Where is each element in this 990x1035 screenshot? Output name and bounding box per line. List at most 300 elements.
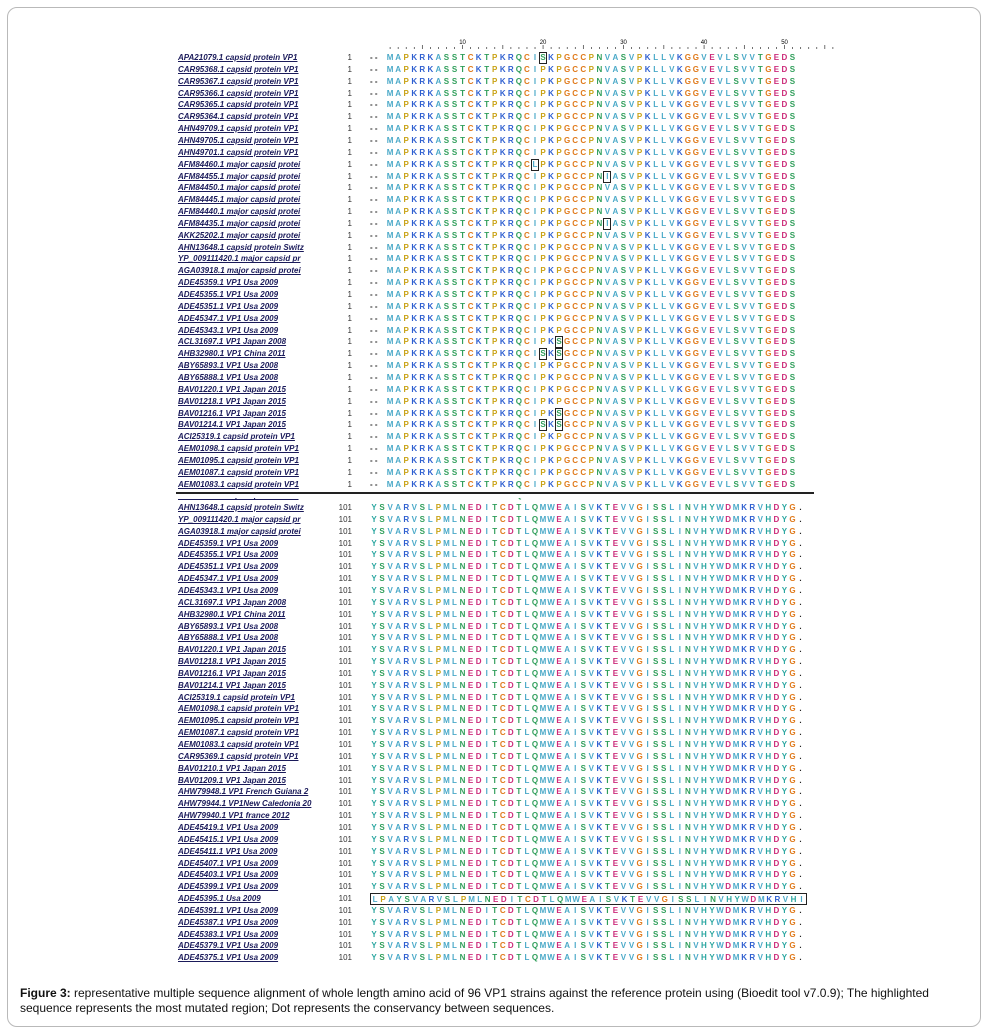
residue: D (773, 716, 780, 726)
residue: V (749, 313, 755, 323)
residue: L (669, 728, 675, 738)
residue: T (460, 444, 465, 454)
residue: P (403, 230, 409, 240)
residue: G (564, 135, 571, 145)
residue: A (612, 432, 619, 442)
residue: W (741, 895, 749, 905)
residue: E (556, 680, 562, 690)
residue: V (387, 668, 393, 678)
residue: V (669, 207, 675, 217)
residue: P (636, 171, 643, 181)
residue: S (580, 728, 586, 738)
residue: D (725, 858, 731, 868)
gap-prefix: - - (370, 337, 378, 347)
residue: R (403, 550, 410, 560)
residue: S (580, 633, 586, 643)
residue: V (604, 455, 611, 465)
residue: V (693, 905, 699, 915)
residue: G (684, 88, 691, 98)
residue: D (507, 645, 514, 655)
residue: S (451, 112, 458, 122)
residue: G (684, 195, 691, 205)
residue: G (789, 609, 796, 619)
residue: V (717, 64, 723, 74)
residue: R (403, 953, 410, 963)
residue: D (475, 657, 482, 667)
residue: Q (531, 917, 539, 927)
residue: G (789, 621, 796, 631)
residue: A (395, 917, 402, 927)
residue: N (684, 811, 691, 821)
residue: G (692, 479, 700, 489)
residue: I (678, 929, 681, 939)
residue: K (596, 846, 603, 856)
residue: P (540, 207, 546, 217)
residue: L (669, 514, 675, 524)
residue: V (749, 337, 755, 347)
residue: W (716, 657, 724, 667)
residue: V (741, 53, 747, 62)
residue: V (628, 479, 635, 489)
sequence (370, 644, 805, 656)
residue: K (548, 159, 554, 169)
residue: P (492, 278, 498, 288)
residue: S (580, 775, 586, 785)
residue: D (507, 775, 514, 785)
residue: N (684, 870, 691, 880)
residue: M (539, 597, 547, 607)
residue: R (419, 53, 426, 62)
residue: V (717, 408, 723, 418)
residue: D (507, 728, 514, 738)
residue: D (773, 763, 780, 773)
residue: V (717, 135, 723, 145)
residue: T (484, 467, 490, 477)
residue: V (628, 822, 635, 832)
residue: D (475, 858, 482, 868)
residue: V (741, 183, 747, 193)
residue: I (485, 538, 488, 548)
residue: D (507, 562, 514, 572)
residue: D (475, 740, 482, 749)
residue: Y (781, 680, 788, 690)
start-position: 1 (347, 337, 352, 347)
residue: P (540, 112, 546, 122)
residue: D (475, 514, 482, 524)
residue: L (725, 254, 731, 264)
residue: E (612, 633, 619, 643)
residue: D (750, 895, 757, 905)
residue: G (684, 325, 691, 335)
residue: V (749, 479, 755, 489)
residue: E (773, 147, 780, 157)
residue: T (460, 159, 465, 169)
residue: K (475, 384, 482, 394)
residue: R (428, 895, 435, 905)
start-position: 1 (347, 242, 352, 252)
residue: T (757, 408, 763, 418)
residue: K (676, 124, 683, 134)
sequence-name: ADE45351.1 VP1 Usa 2009 (178, 301, 279, 311)
residue: N (684, 538, 691, 548)
residue: K (676, 455, 683, 465)
residue: D (475, 941, 482, 951)
residue: A (435, 266, 442, 276)
residue: L (669, 657, 675, 667)
residue: V (669, 301, 675, 311)
residue: L (653, 361, 659, 371)
residue: E (612, 775, 619, 785)
residue: C (524, 408, 530, 418)
residue: R (507, 147, 514, 157)
sequence (370, 739, 805, 751)
residue: T (757, 455, 763, 465)
residue: P (403, 361, 409, 371)
residue: S (661, 503, 667, 512)
residue: N (684, 728, 691, 738)
residue: T (460, 455, 465, 465)
residue: Q (531, 657, 539, 667)
residue: S (620, 183, 627, 193)
residue: V (411, 799, 417, 809)
residue: T (484, 254, 490, 264)
residue: T (757, 313, 763, 323)
residue: M (539, 728, 547, 738)
residue: I (533, 218, 537, 228)
residue: T (460, 384, 465, 394)
residue: K (475, 230, 482, 240)
residue: D (781, 372, 788, 382)
residue: G (765, 384, 772, 394)
residue: V (749, 76, 755, 86)
residue: C (524, 266, 530, 276)
residue: H (765, 751, 772, 761)
residue: L (452, 645, 457, 655)
residue: V (628, 183, 635, 193)
residue: S (556, 408, 562, 418)
residue: V (669, 242, 675, 252)
residue: R (419, 301, 426, 311)
residue: W (547, 597, 555, 607)
residue: L (452, 621, 457, 631)
residue: P (588, 218, 594, 228)
residue: K (596, 799, 603, 809)
residue: A (564, 953, 571, 963)
residue: V (411, 811, 417, 821)
residue: T (460, 479, 465, 489)
residue: V (757, 870, 763, 880)
residue: L (427, 953, 433, 963)
residue: L (653, 432, 659, 442)
residue: V (717, 242, 723, 252)
residue: C (572, 183, 579, 193)
start-position: 101 (338, 668, 352, 678)
residue: V (757, 728, 763, 738)
residue: T (460, 278, 465, 288)
residue: K (548, 361, 554, 371)
residue: A (564, 834, 571, 844)
residue: S (652, 775, 659, 785)
residue: V (741, 218, 747, 228)
sequence (370, 538, 805, 550)
residue: D (507, 751, 514, 761)
residue: N (596, 290, 603, 299)
sequence-name: CAR95365.1 capsid protein VP1 (178, 100, 299, 110)
residue: K (427, 100, 434, 110)
residue: H (765, 574, 772, 584)
residue: R (507, 159, 514, 169)
residue: V (693, 740, 699, 749)
residue: H (790, 895, 797, 905)
residue: V (620, 514, 627, 524)
residue: D (773, 692, 780, 702)
residue: K (596, 657, 603, 667)
residue: C (572, 159, 579, 169)
residue: D (725, 680, 731, 690)
residue: T (604, 740, 610, 749)
residue: E (467, 538, 474, 548)
residue: K (411, 124, 418, 134)
gap-prefix: - - (370, 159, 378, 169)
residue: V (717, 147, 723, 157)
sequence (370, 668, 805, 680)
residue: P (435, 953, 442, 963)
residue: V (620, 728, 627, 738)
residue: M (732, 609, 740, 619)
residue: S (733, 218, 739, 228)
residue: T (757, 112, 763, 122)
residue: D (773, 953, 780, 963)
residue: L (725, 230, 731, 240)
residue: L (661, 64, 667, 74)
residue: A (395, 278, 402, 288)
residue: N (596, 408, 603, 418)
residue: D (773, 704, 780, 714)
residue: R (403, 929, 410, 939)
residue: G (636, 905, 643, 915)
residue: G (765, 337, 772, 347)
residue: V (669, 76, 675, 86)
residue: T (484, 349, 490, 359)
sequence-name: ADE45395.1 Usa 2009 (178, 894, 261, 904)
residue: H (701, 680, 707, 690)
residue: M (732, 751, 740, 761)
residue: P (540, 408, 546, 418)
gap-prefix: - - (370, 254, 378, 264)
residue: K (644, 124, 651, 134)
residue: D (725, 751, 731, 761)
residue: Y (371, 740, 377, 749)
residue: V (411, 751, 417, 761)
residue: L (524, 562, 530, 572)
residue: V (757, 503, 763, 512)
residue: V (628, 953, 635, 963)
residue: P (556, 171, 562, 181)
residue: C (524, 53, 530, 62)
residue: L (669, 917, 675, 927)
residue: R (507, 195, 514, 205)
residue: P (403, 124, 409, 134)
residue: S (580, 538, 586, 548)
residue: R (749, 917, 756, 927)
residue: Q (531, 597, 539, 607)
residue: K (411, 183, 418, 193)
residue: V (757, 609, 763, 619)
residue: W (547, 811, 555, 821)
residue: G (765, 159, 772, 169)
residue: K (475, 218, 482, 228)
residue: Y (709, 503, 715, 512)
residue: L (661, 76, 667, 86)
residue: E (467, 633, 474, 643)
residue: G (692, 455, 700, 465)
residue: Y (709, 597, 715, 607)
residue: V (701, 396, 707, 406)
residue: S (789, 455, 796, 465)
gap-prefix: - - (370, 325, 378, 335)
residue: S (733, 112, 739, 122)
residue: K (741, 787, 748, 797)
residue: A (564, 574, 571, 584)
sequence-name: BAV01218.1 VP1 Japan 2015 (178, 657, 286, 667)
residue: R (403, 763, 410, 773)
ruler-tick-label: 40 (700, 40, 708, 46)
residue: L (725, 408, 731, 418)
residue: S (451, 384, 458, 394)
residue: R (749, 621, 756, 631)
residue: P (435, 680, 442, 690)
residue: N (684, 953, 691, 963)
residue: Q (515, 467, 522, 477)
residue: Y (781, 633, 788, 643)
residue: V (693, 585, 699, 595)
residue: R (507, 408, 514, 418)
residue: M (443, 562, 450, 572)
residue: P (435, 751, 442, 761)
residue: V (701, 76, 707, 86)
residue: D (781, 396, 788, 406)
residue: T (460, 349, 465, 359)
residue: S (419, 728, 425, 738)
residue: K (548, 384, 554, 394)
residue: K (741, 941, 748, 951)
residue: N (684, 574, 691, 584)
residue: P (556, 479, 562, 489)
residue: V (749, 242, 755, 252)
residue: M (539, 645, 547, 655)
residue: W (547, 834, 555, 844)
residue: M (539, 822, 547, 832)
residue: V (604, 444, 611, 454)
residue: R (403, 834, 410, 844)
start-position: 1 (347, 349, 352, 359)
residue: Y (709, 858, 715, 868)
residue: L (427, 882, 433, 892)
residue: D (475, 645, 482, 655)
residue: T (492, 846, 498, 856)
residue: K (427, 384, 434, 394)
residue: S (789, 266, 796, 276)
residue: H (765, 633, 772, 643)
sequence-name: BAV01220.1 VP1 Japan 2015 (178, 645, 286, 655)
residue: R (507, 207, 514, 217)
residue: P (588, 349, 594, 359)
residue: P (492, 408, 498, 418)
residue: V (620, 574, 627, 584)
residue: A (435, 64, 442, 74)
residue: N (596, 135, 603, 145)
residue: I (646, 763, 649, 773)
residue: N (484, 895, 491, 905)
residue: L (427, 645, 433, 655)
residue: H (701, 704, 707, 714)
residue: M (732, 858, 740, 868)
residue: A (395, 254, 402, 264)
residue: S (451, 254, 458, 264)
residue: A (395, 609, 402, 619)
residue: E (773, 372, 780, 382)
residue: K (499, 64, 506, 74)
residue: V (411, 526, 417, 536)
residue: K (596, 787, 603, 797)
residue: S (652, 917, 659, 927)
residue: T (516, 645, 522, 655)
residue: D (781, 207, 788, 217)
residue: R (403, 787, 410, 797)
sequence-name: CAR95367.1 capsid protein VP1 (178, 76, 299, 86)
residue: T (604, 538, 610, 548)
sequence-name: APA21079.1 capsid protein VP1 (178, 53, 298, 62)
residue: I (646, 692, 649, 702)
residue: S (451, 337, 458, 347)
residue: W (716, 953, 724, 963)
residue: I (678, 645, 681, 655)
residue: R (419, 76, 426, 86)
residue: G (765, 420, 772, 430)
start-position: 1 (347, 372, 352, 382)
residue: L (669, 526, 675, 536)
residue: P (540, 100, 546, 110)
residue: G (564, 183, 571, 193)
residue: A (612, 64, 619, 74)
residue: S (379, 716, 385, 726)
residue: S (419, 917, 425, 927)
residue: H (701, 846, 707, 856)
residue: P (556, 278, 562, 288)
residue: V (588, 562, 594, 572)
residue: S (451, 100, 458, 110)
residue: S (620, 112, 627, 122)
residue: G (692, 266, 700, 276)
residue: C (572, 479, 579, 489)
residue: H (765, 905, 772, 915)
residue: P (636, 88, 643, 98)
residue: R (749, 645, 756, 655)
residue: E (773, 230, 780, 240)
residue: V (749, 64, 755, 74)
residue: V (693, 929, 699, 939)
residue: T (604, 645, 610, 655)
residue: K (596, 550, 603, 560)
residue: E (612, 858, 619, 868)
residue: K (411, 420, 418, 430)
residue: M (443, 668, 450, 678)
start-position: 1 (347, 420, 352, 430)
residue: P (636, 301, 643, 311)
residue: T (484, 396, 490, 406)
sequence (370, 573, 805, 585)
residue: S (733, 135, 739, 145)
